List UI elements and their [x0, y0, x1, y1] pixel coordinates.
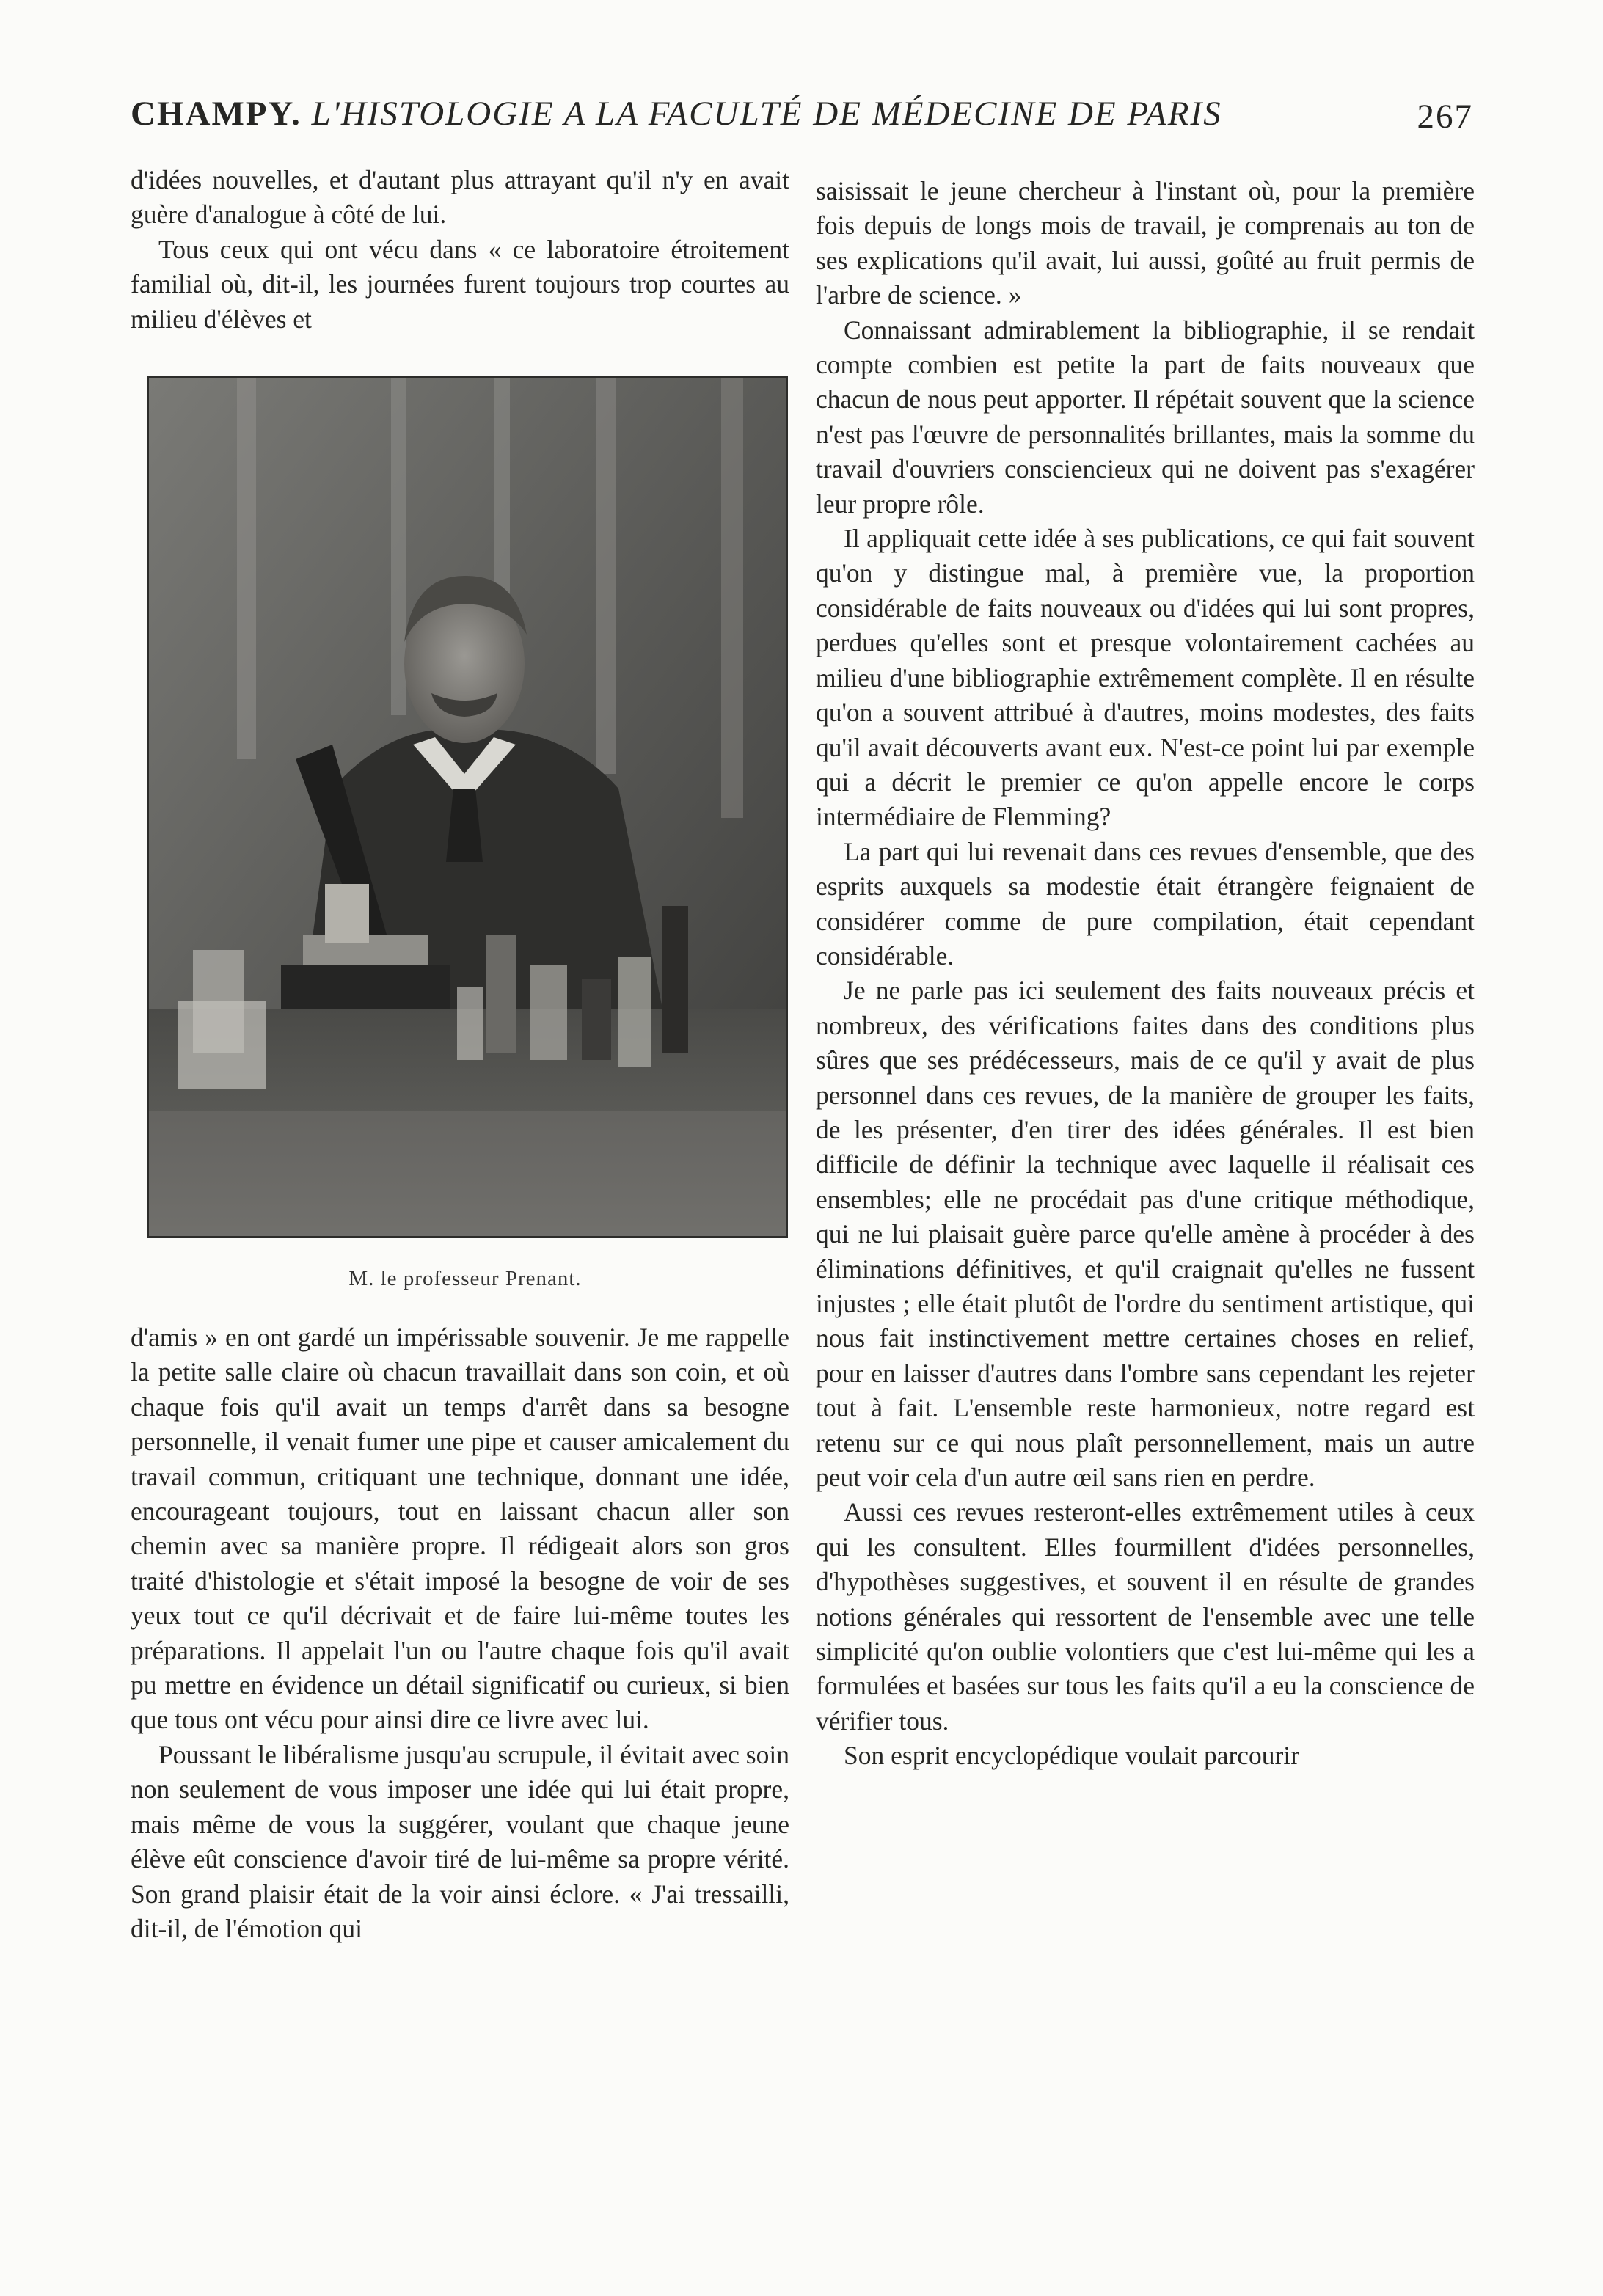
- paragraph: La part qui lui revenait dans ces revues d'ensemble, que des esprits auxquels sa modestie était étrangère feignaient de considérer comme de pure compilation, était cependant considérable.: [816, 836, 1475, 970]
- paragraph: saisissait le jeune chercheur à l'instant où, pour la première fois depuis de longs mois de travail, je comprenais au ton de ses explications qu'il avait, lui aussi, goûté au fruit permis de l'arbre de science. »: [816, 176, 1475, 310]
- portrait-photo-image: [149, 378, 786, 1236]
- left-column-top: [131, 163, 789, 337]
- photo-caption: M. le professeur Prenant.: [348, 1267, 582, 1290]
- paragraph: Poussant le libéralisme jusqu'au scrupule, il évitait avec soin non seulement de vous imposer une idée qui lui était propre, mais même de vous la suggérer, voulant que chaque jeune élève eût conscience d'avoir tiré de lui-même sa propre vérité. Son grand plaisir était de la voir ainsi éclore. « J'ai tressailli, dit-il, de l'émotion qui: [131, 1739, 789, 1943]
- paragraph: Son esprit encyclopédique voulait parcourir: [844, 1741, 1300, 1771]
- paragraph: d'idées nouvelles, et d'autant plus attrayant qu'il n'y en avait guère d'analogue à côté de lui.: [131, 165, 789, 230]
- paragraph: Il appliquait cette idée à ses publications, ce qui fait souvent qu'on y distingue mal, à première vue, la proportion considérable de faits nouveaux ou d'idées qui lui sont propres, perdues qu'elles sont et presque volontairement cachées au milieu d'une bibliographie extrêmement complète. Il en résulte qu'on a souvent attribué à d'autres, moins modestes, des faits qu'il avait découverts avant eux. N'est-ce point lui par exemple qui a décrit le premier ce qu'on appelle encore le corps intermédiaire de Flemming?: [816, 524, 1475, 832]
- running-header: [131, 94, 1473, 153]
- paragraph: Tous ceux qui ont vécu dans « ce laboratoire étroitement familial où, dit-il, les journées furent toujours trop courtes au milieu d'élèves et: [131, 234, 789, 334]
- header-author: CHAMPY.: [131, 95, 302, 133]
- left-column-bottom: [131, 1320, 789, 1946]
- paragraph: d'amis » en ont gardé un impérissable souvenir. Je me rappelle la petite salle claire où chacun travaillait dans son coin, et où chaque fois qu'il avait un temps d'arrêt dans sa besogne personnelle, il venait fumer une pipe et causer amicalement du travail commun, critiquant une technique, donnant une idée, encourageant toujours, tout en laissant chacun aller son chemin avec sa manière propre. Il rédigeait alors son gros traité d'histologie et s'était imposé la besogne de voir de ses yeux tout ce qu'il décrivait et de faire lui-même toutes les préparations. Il appelait l'un ou l'autre chaque fois qu'il avait pu mettre en évidence un détail significatif ou curieux, si bien que tous ont vécu pour ainsi dire ce livre avec lui.: [131, 1323, 789, 1735]
- header-title: L'HISTOLOGIE A LA FACULTÉ DE MÉDECINE DE PARIS: [311, 95, 1222, 133]
- portrait-photo: [147, 376, 788, 1238]
- paragraph: Connaissant admirablement la bibliographie, il se rendait compte combien est petite la part de faits nouveaux que chacun de nous peut apporter. Il répétait souvent que la science n'est pas l'œuvre de personnalités brillantes, mais la somme du travail d'ouvriers consciencieux qui ne doivent pas s'exagérer leur propre rôle.: [816, 315, 1475, 519]
- right-column: [816, 174, 1475, 1774]
- paragraph: Aussi ces revues resteront-elles extrêmement utiles à ceux qui les consultent. Elles fourmillent d'idées personnelles, d'hypothèses suggestives, et souvent il en résulte de grandes notions générales qui ressortent de l'ensemble avec une telle simplicité qu'on oublie volontiers que c'est lui-même qui les a formulées et basées sur tous les faits qu'il a eu la conscience de vérifier tous.: [816, 1497, 1475, 1736]
- page-number: 267: [1417, 98, 1473, 136]
- paragraph: Je ne parle pas ici seulement des faits nouveaux précis et nombreux, des vérifications faites dans des conditions plus sûres que ses prédécesseurs, mais de ce qu'il y avait de plus personnel dans ces revues, de la manière de grouper les faits, de les présenter, d'en tirer des idées générales. Il est bien difficile de définir la technique avec laquelle il réalisait ces ensembles; elle ne procédait pas d'une critique méthodique, qui ne lui plaisait guère parce qu'elle amène à procéder à des éliminations définitives, et qu'il craignait qu'elles ne fussent injustes ; elle était plutôt de l'ordre du sentiment artistique, qui nous fait instinctivement mettre certaines choses en relief, pour en laisser d'autres dans l'ombre sans cependant les rejeter tout à fait. L'ensemble reste harmonieux, notre regard est retenu sur ce qui nous plaît personnellement, mais un autre peut voir cela d'un autre œil sans rien en perdre.: [816, 976, 1475, 1493]
